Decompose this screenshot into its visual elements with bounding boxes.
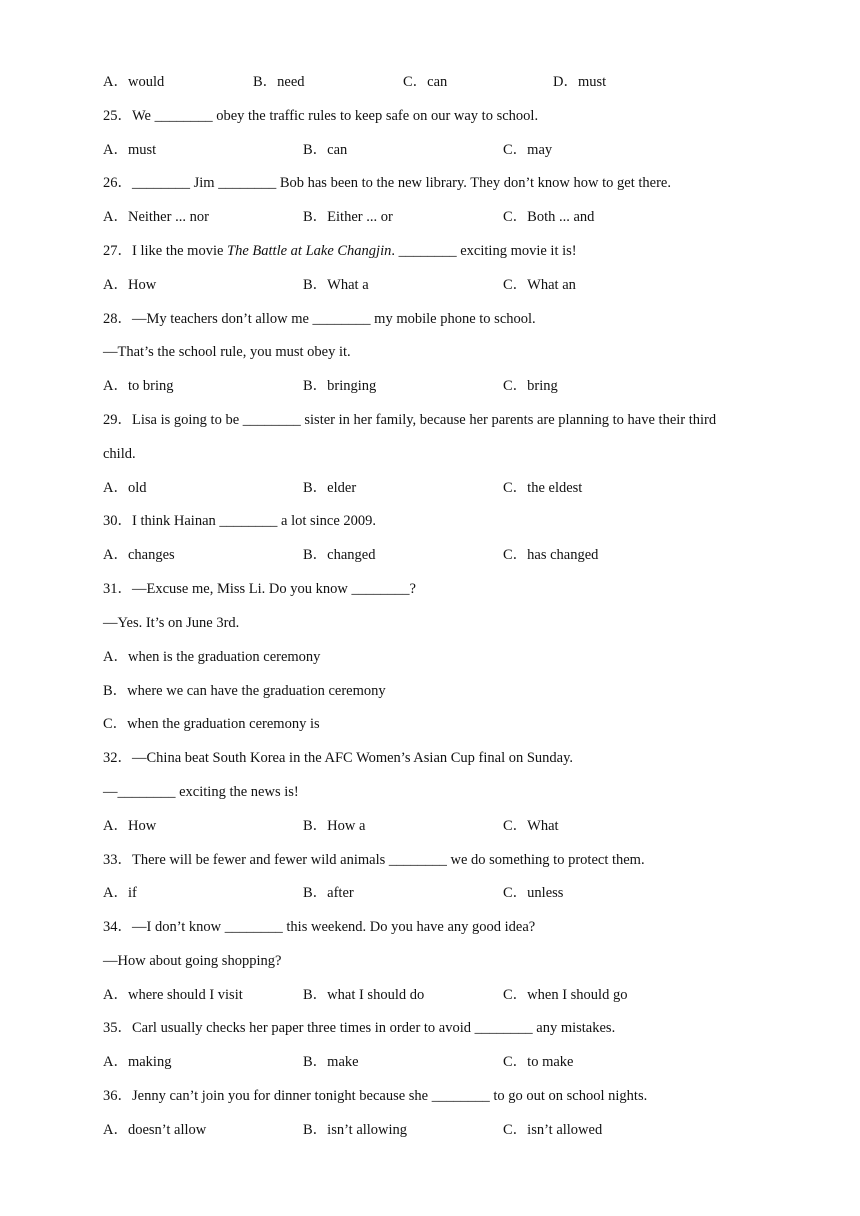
question-33: 33．There will be fewer and fewer wild animals ________ we do something to protect them.: [103, 852, 645, 868]
option-b[interactable]: B．after: [303, 885, 354, 901]
option-a[interactable]: A．if: [103, 885, 137, 901]
question-25: 25．We ________ obey the traffic rules to keep safe on our way to school.: [103, 108, 539, 124]
question-26: 26．________ Jim ________ Bob has been to the new library. They don’t know how to get there.: [103, 175, 671, 191]
option-b[interactable]: B．What a: [303, 277, 369, 293]
question-31: 31．—Excuse me, Miss Li. Do you know ________?: [103, 581, 416, 597]
option-a[interactable]: A．old: [103, 480, 147, 496]
question-29-continued: child.: [103, 446, 136, 462]
question-32: 32．—China beat South Korea in the AFC Women’s Asian Cup final on Sunday.: [103, 750, 574, 766]
option-c[interactable]: C．unless: [503, 885, 564, 901]
movie-title: The Battle at Lake Changjin: [227, 243, 392, 259]
option-a[interactable]: A．making: [103, 1054, 172, 1070]
option-a[interactable]: A．Neither ... nor: [103, 209, 209, 225]
option-b[interactable]: B．Either ... or: [303, 209, 393, 225]
option-a[interactable]: A．changes: [103, 547, 175, 563]
question-31-option-b[interactable]: B．where we can have the graduation ceremony: [103, 683, 386, 699]
question-32-reply: —________ exciting the news is!: [103, 784, 299, 800]
option-b[interactable]: B．elder: [303, 480, 357, 496]
question-27-prefix: 27．I like the movie: [103, 243, 228, 259]
option-b[interactable]: B．what I should do: [303, 987, 425, 1003]
option-a[interactable]: A．How: [103, 277, 157, 293]
option-c[interactable]: C．What an: [503, 277, 576, 293]
option-a[interactable]: A．to bring: [103, 378, 174, 394]
option-c[interactable]: C．Both ... and: [503, 209, 595, 225]
question-28: 28．—My teachers don’t allow me ________ my mobile phone to school.: [103, 311, 536, 327]
option-c[interactable]: C．isn’t allowed: [503, 1122, 603, 1138]
option-c[interactable]: C．to make: [503, 1054, 574, 1070]
option-a[interactable]: A．where should I visit: [103, 987, 243, 1003]
question-34-reply: —How about going shopping?: [103, 953, 282, 969]
option-d[interactable]: D．must: [553, 74, 607, 90]
question-31-reply: —Yes. It’s on June 3rd.: [103, 615, 240, 631]
option-a[interactable]: A．would: [103, 74, 165, 90]
option-c[interactable]: C．the eldest: [503, 480, 583, 496]
option-b[interactable]: B．How a: [303, 818, 366, 834]
option-b[interactable]: B．make: [303, 1054, 359, 1070]
question-27-suffix: . ________ exciting movie it is!: [391, 243, 577, 259]
option-b[interactable]: B．need: [253, 74, 305, 90]
option-c[interactable]: C．can: [403, 74, 448, 90]
option-c[interactable]: C．has changed: [503, 547, 599, 563]
option-b[interactable]: B．bringing: [303, 378, 377, 394]
question-27: [103, 242, 577, 260]
option-c[interactable]: C．bring: [503, 378, 558, 394]
question-34: 34．—I don’t know ________ this weekend. Do you have any good idea?: [103, 919, 536, 935]
option-c[interactable]: C．What: [503, 818, 559, 834]
option-a[interactable]: A．must: [103, 142, 157, 158]
option-a[interactable]: A．How: [103, 818, 157, 834]
option-b[interactable]: B．can: [303, 142, 348, 158]
question-31-option-c[interactable]: C．when the graduation ceremony is: [103, 716, 320, 732]
option-c[interactable]: C．may: [503, 142, 553, 158]
option-b[interactable]: B．isn’t allowing: [303, 1122, 408, 1138]
question-28-reply: —That’s the school rule, you must obey it.: [103, 344, 351, 360]
option-b[interactable]: B．changed: [303, 547, 376, 563]
question-31-option-a[interactable]: A．when is the graduation ceremony: [103, 649, 321, 665]
question-35: 35．Carl usually checks her paper three times in order to avoid ________ any mistakes.: [103, 1020, 616, 1036]
question-30: 30．I think Hainan ________ a lot since 2009.: [103, 513, 377, 529]
option-a[interactable]: A．doesn’t allow: [103, 1122, 207, 1138]
question-36: 36．Jenny can’t join you for dinner tonight because she ________ to go out on school nights.: [103, 1088, 648, 1104]
option-c[interactable]: C．when I should go: [503, 987, 628, 1003]
question-29: 29．Lisa is going to be ________ sister in her family, because her parents are planning to have their third: [103, 412, 717, 428]
